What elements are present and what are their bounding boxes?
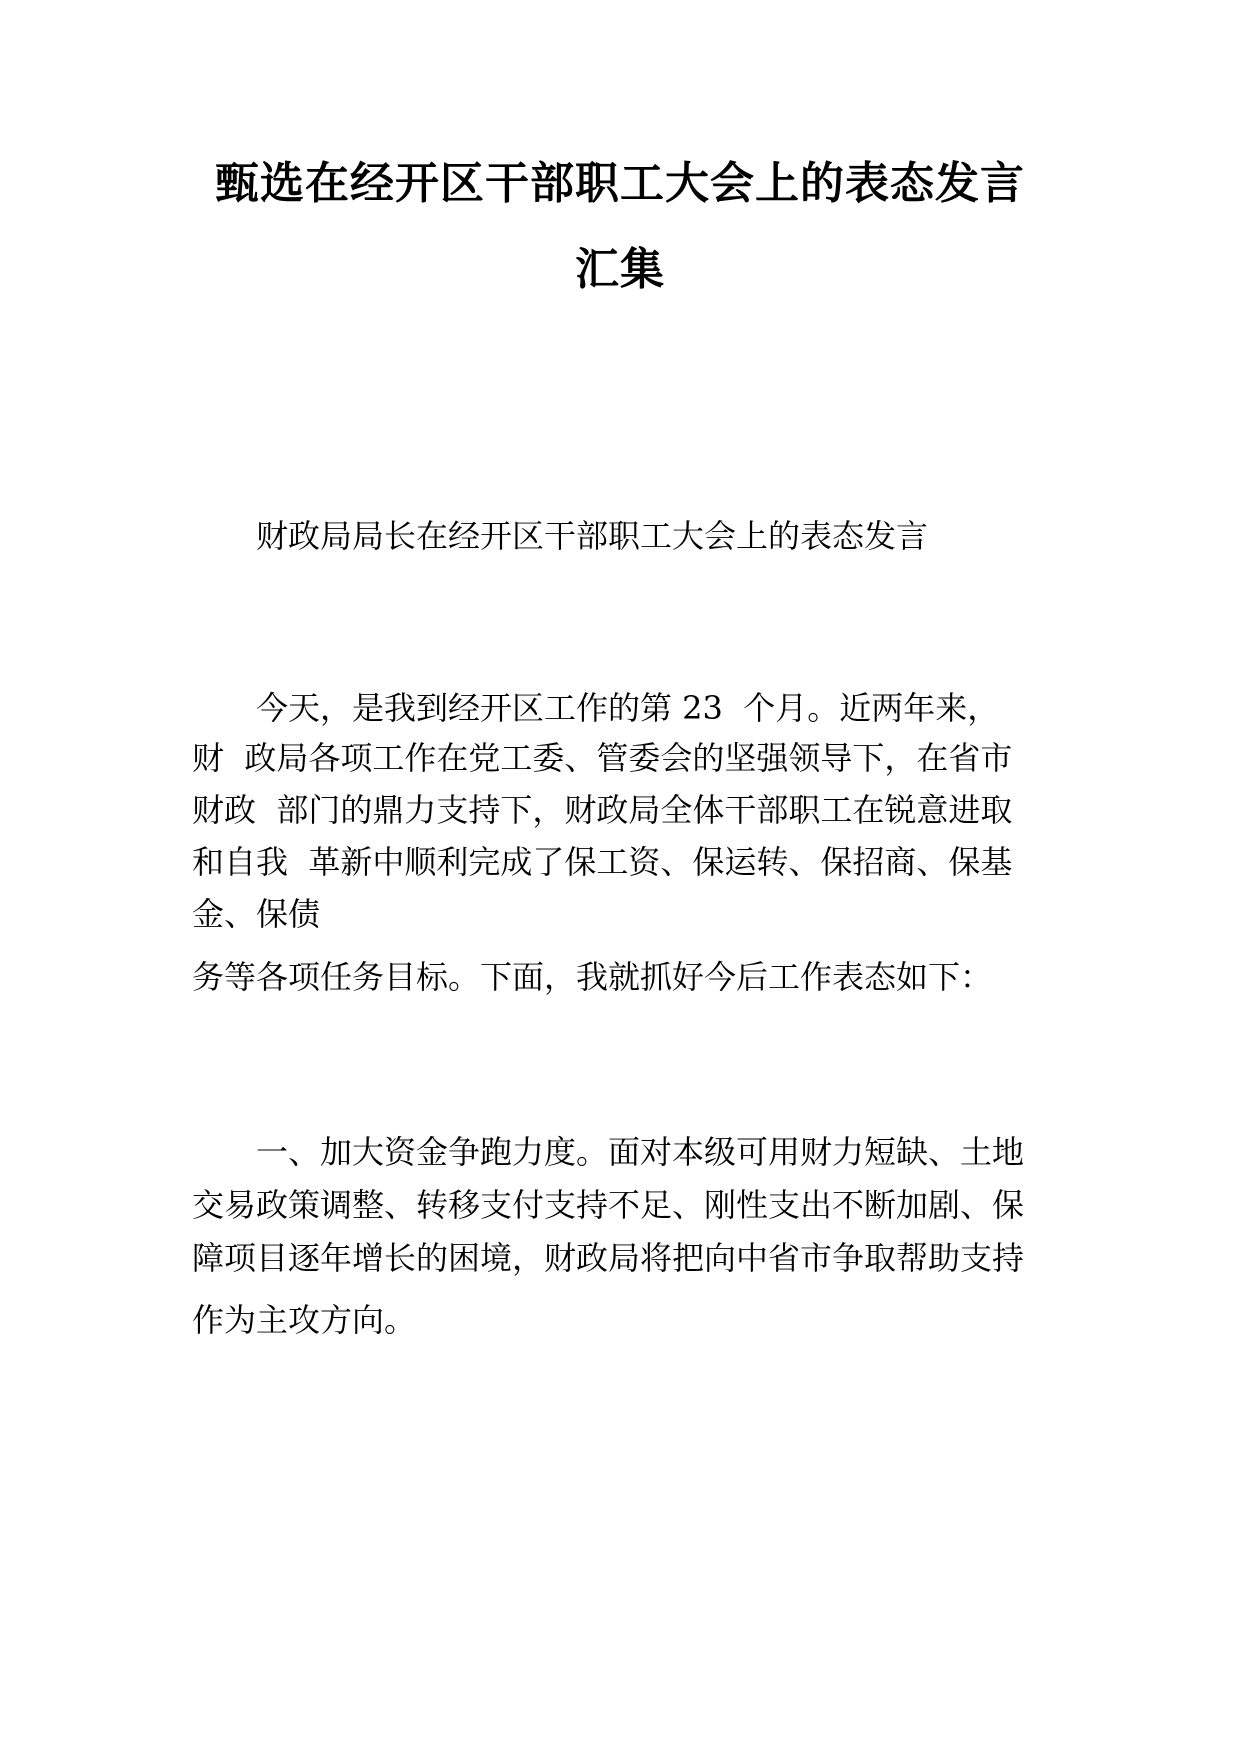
paragraph-2-line-2: 交易政策调整、转移支付支持不足、刚性支出不断加剧、保 <box>192 1186 1025 1224</box>
paragraph-2-line-3: 障项目逐年增长的困境，财政局将把向中省市争取帮助支持 <box>192 1239 1025 1277</box>
paragraph-2-line-4: 作为主攻方向。 <box>192 1301 417 1339</box>
document-title-line-1: 甄选在经开区干部职工大会上的表态发言 <box>215 158 1025 209</box>
paragraph-2-line-1: 一、加大资金争跑力度。面对本级可用财力短缺、土地 <box>256 1133 1025 1171</box>
paragraph-1-line-6: 务等各项任务目标。下面，我就抓好今后工作表态如下： <box>192 958 993 996</box>
paragraph-1-line-2: 财 政局各项工作在党工委、管委会的坚强领导下，在省市 <box>192 739 1013 777</box>
paragraph-1-line-4: 和自我 革新中顺利完成了保工资、保运转、保招商、保基 <box>192 843 1013 881</box>
paragraph-1-line-1: 今天，是我到经开区工作的第 23 个月。近两年来， <box>256 689 1000 727</box>
speech-subtitle: 财政局局长在经开区干部职工大会上的表态发言 <box>256 517 929 555</box>
document-title-line-2: 汇集 <box>575 244 665 295</box>
paragraph-1-line-3: 财政 部门的鼎力支持下，财政局全体干部职工在锐意进取 <box>192 791 1013 829</box>
paragraph-1-line-5: 金、保债 <box>192 895 321 933</box>
